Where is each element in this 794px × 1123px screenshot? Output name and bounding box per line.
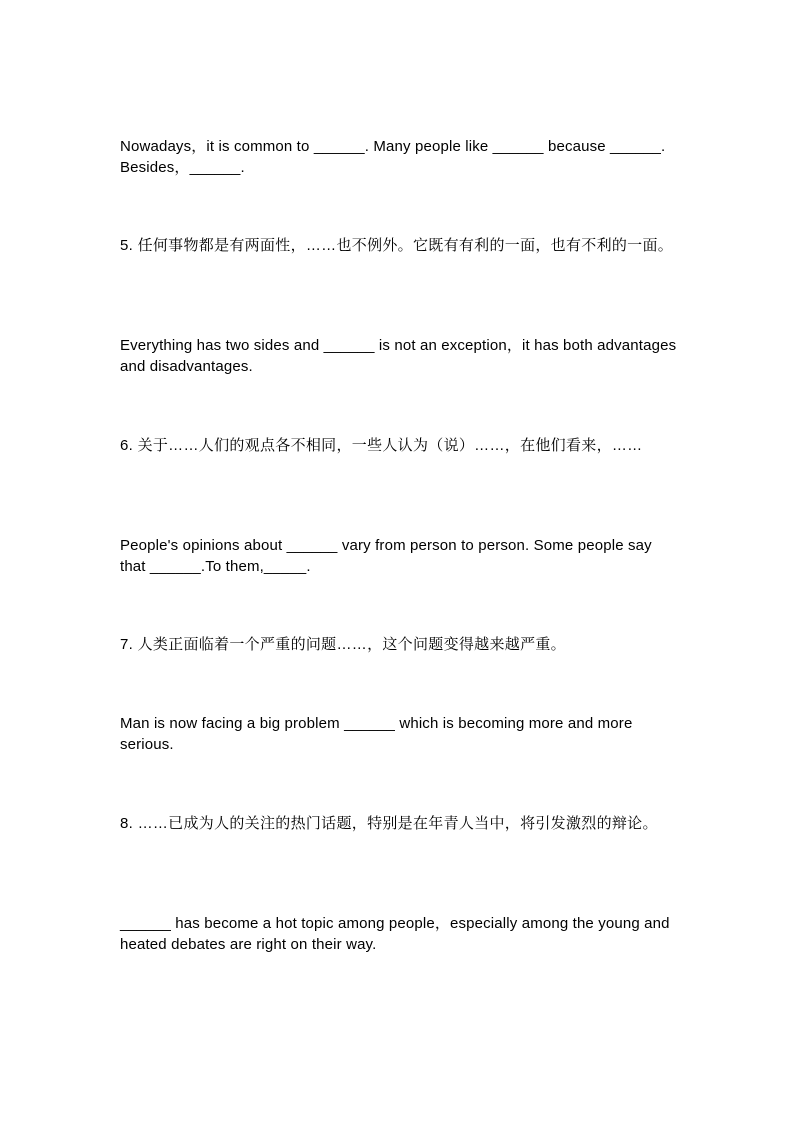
item-5-chinese-text: 5. 任何事物都是有两面性，……也不例外。它既有有利的一面，也有不利的一面。 — [120, 237, 674, 254]
item-6-chinese-text: 6. 关于……人们的观点各不相同，一些人认为（说）……，在他们看来，…… — [120, 437, 643, 454]
item-5-english-text: Everything has two sides and ______ is not an exception，it has both advantages and disadvantages. — [120, 337, 677, 375]
item-7-english-text: Man is now facing a big problem ______ which is becoming more and more serious. — [120, 715, 633, 753]
item-8-chinese-text: 8. ……已成为人的关注的热门话题，特别是在年青人当中，将引发激烈的辩论。 — [120, 815, 658, 832]
item-7-chinese-text: 7. 人类正面临着一个严重的问题……，这个问题变得越来越严重。 — [120, 636, 566, 653]
item-8-english-text: ______ has become a hot topic among people，especially among the young and heated debates are right on their way. — [120, 915, 670, 953]
template-nowadays-text: Nowadays，it is common to ______. Many people like ______ because ______. Besides，______. — [120, 138, 666, 176]
item-6-english-text: People's opinions about ______ vary from person to person. Some people say that ______.To them,_____. — [120, 537, 652, 575]
